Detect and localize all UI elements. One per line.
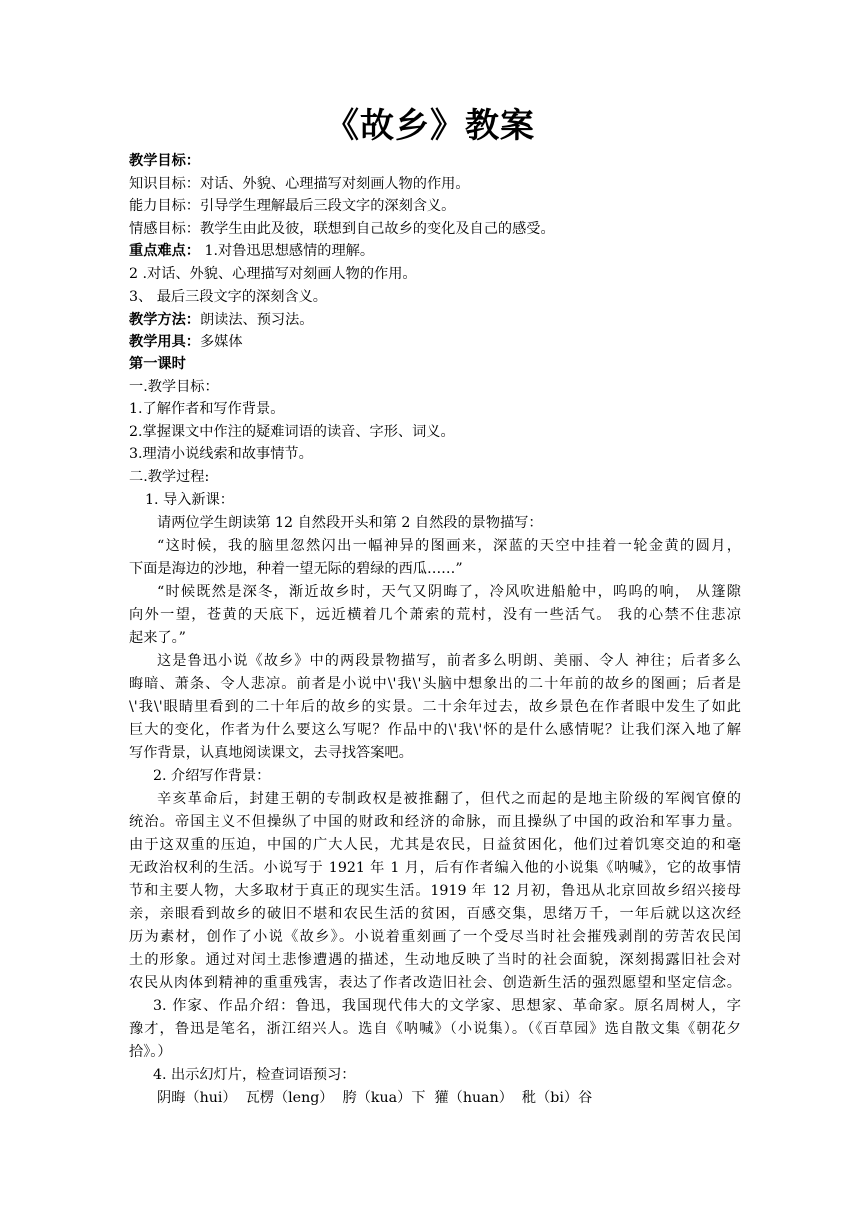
background-line-7: 历为素材，创作了小说《故乡》。小说着重刻画了一个受尽当时社会摧残剥削的劳苦农民闰 bbox=[129, 929, 741, 945]
first-lesson-heading: 第一课时 bbox=[129, 356, 186, 372]
lesson-goal-1: 1.了解作者和写作背景。 bbox=[129, 401, 285, 417]
teaching-tools-label: 教学用具： bbox=[129, 334, 200, 350]
key-difficulties-line bbox=[129, 240, 741, 262]
vocabulary-list: 阴晦（hui） 瓦楞（leng） 胯（kua）下 獾（huan） 秕（bi）谷 bbox=[157, 1090, 593, 1106]
teaching-methods-value: 朗读法、预习法。 bbox=[199, 312, 314, 328]
teaching-methods-label: 教学方法： bbox=[129, 312, 200, 328]
lesson-goal-3: 3.理清小说线索和故事情节。 bbox=[129, 446, 313, 462]
intro-paragraph-line-3: \'我\'眼睛里看到的二十年后的故乡的实景。二十余年过去，故乡景色在作者眼中发生了如此 bbox=[129, 699, 741, 715]
author-intro-line-1: 3. 作家、作品介绍：鲁迅，我国现代伟大的文学家、思想家、革命家。原名周树人，字 bbox=[153, 998, 741, 1014]
ability-goal: 能力目标：引导学生理解最后三段文字的深刻含义。 bbox=[129, 198, 456, 214]
quote-1-line-2: 下面是海边的沙地，种着一望无际的碧绿的西瓜……” bbox=[129, 561, 463, 577]
background-line-4: 无政治权利的生活。小说写于 1921 年 1 月，后有作者编入他的小说集《呐喊》，它的故事情 bbox=[129, 860, 741, 876]
lesson-goal-2: 2.掌握课文中作注的疑难词语的读音、字形、词义。 bbox=[129, 424, 455, 440]
key-difficulty-2: 2 .对话、外貌、心理描写对刻画人物的作用。 bbox=[129, 266, 417, 282]
intro-paragraph-line-1: 这是鲁迅小说《故乡》中的两段景物描写，前者多么明朗、美丽、令人 神往；后者多么 bbox=[157, 653, 741, 669]
intro-paragraph-line-2: 晦暗、萧条、令人悲凉。前者是小说中\'我\'头脑中想象出的二十年前的故乡的图画；后者是 bbox=[129, 676, 741, 692]
knowledge-goal: 知识目标：对话、外貌、心理描写对刻画人物的作用。 bbox=[129, 176, 470, 192]
step-1-heading: 1. 导入新课： bbox=[145, 492, 234, 508]
key-difficulties-label: 重点难点： bbox=[129, 243, 200, 259]
step-1-instruction: 请两位学生朗读第 12 自然段开头和第 2 自然段的景物描写： bbox=[157, 515, 543, 531]
emotion-goal: 情感目标：教学生由此及彼，联想到自己故乡的变化及自己的感受。 bbox=[129, 221, 555, 237]
quote-2-line-2: 向外一望，苍黄的天底下，远近横着几个萧索的荒村，没有一些活气。 我的心禁不住悲凉 bbox=[129, 607, 741, 623]
background-line-8: 土的形象。通过对闰土悲惨遭遇的描述，生动地反映了当时的社会面貌，深刻揭露旧社会对 bbox=[129, 952, 741, 968]
teaching-tools-value: 多媒体 bbox=[199, 334, 243, 350]
section-one-heading: 一.教学目标： bbox=[129, 379, 219, 395]
author-intro-line-2: 豫才，鲁迅是笔名，浙江绍兴人。选自《呐喊》（小说集）。（《百草园》选自散文集《朝花夕 bbox=[129, 1021, 741, 1037]
quote-2-line-3: 起来了。” bbox=[129, 630, 186, 646]
key-difficulty-1: 1.对鲁迅思想感情的理解。 bbox=[199, 243, 375, 259]
step-4-heading: 4. 出示幻灯片，检查词语预习： bbox=[153, 1067, 356, 1083]
intro-paragraph-line-4: 巨大的变化，作者为什么要这么写呢？作品中的\'我\'怀的是什么感情呢？让我们深入地了解 bbox=[129, 722, 741, 738]
author-intro-line-3: 拾》。） bbox=[129, 1044, 172, 1060]
heading-teaching-goals: 教学目标： bbox=[129, 153, 200, 169]
quote-2-line-1: “时候既然是深冬，渐近故乡时，天气又阴晦了，冷风吹进船舱中，呜呜的响， 从篷隙 bbox=[157, 584, 741, 600]
section-two-heading: 二.教学过程: bbox=[129, 469, 210, 485]
background-line-3: 由于这双重的压迫，中国的广大人民，尤其是农民，日益贫困化，他们过着饥寒交迫的和毫 bbox=[129, 837, 741, 853]
quote-1-line-1: “这时候，我的脑里忽然闪出一幅神异的图画来，深蓝的天空中挂着一轮金黄的圆月， bbox=[157, 538, 741, 554]
step-2-heading: 2. 介绍写作背景： bbox=[153, 768, 271, 784]
background-line-9: 农民从肉体到精神的重重残害，表达了作者改造旧社会、创造新生活的强烈愿望和坚定信念。 bbox=[129, 975, 741, 991]
intro-paragraph-line-5: 写作背景，认真地阅读课文，去寻找答案吧。 bbox=[129, 745, 413, 761]
document-title: 《故乡》教案 bbox=[325, 106, 535, 146]
background-line-5: 节和主要人物，大多取材于真正的现实生活。1919 年 12 月初，鲁迅从北京回故乡绍兴接母 bbox=[129, 883, 741, 899]
background-line-6: 亲，亲眼看到故乡的破旧不堪和农民生活的贫困，百感交集，思绪万千，一年后就以这次经 bbox=[129, 906, 741, 922]
background-line-2: 统治。帝国主义不但操纵了中国的财政和经济的命脉，而且操纵了中国的政治和军事力量。 bbox=[129, 814, 741, 830]
teaching-tools-line bbox=[129, 331, 741, 353]
teaching-methods-line bbox=[129, 309, 741, 331]
background-line-1: 辛亥革命后，封建王朝的专制政权是被推翻了，但代之而起的是地主阶级的军阀官僚的 bbox=[157, 791, 741, 807]
key-difficulty-3: 3、 最后三段文字的深刻含义。 bbox=[129, 289, 327, 305]
